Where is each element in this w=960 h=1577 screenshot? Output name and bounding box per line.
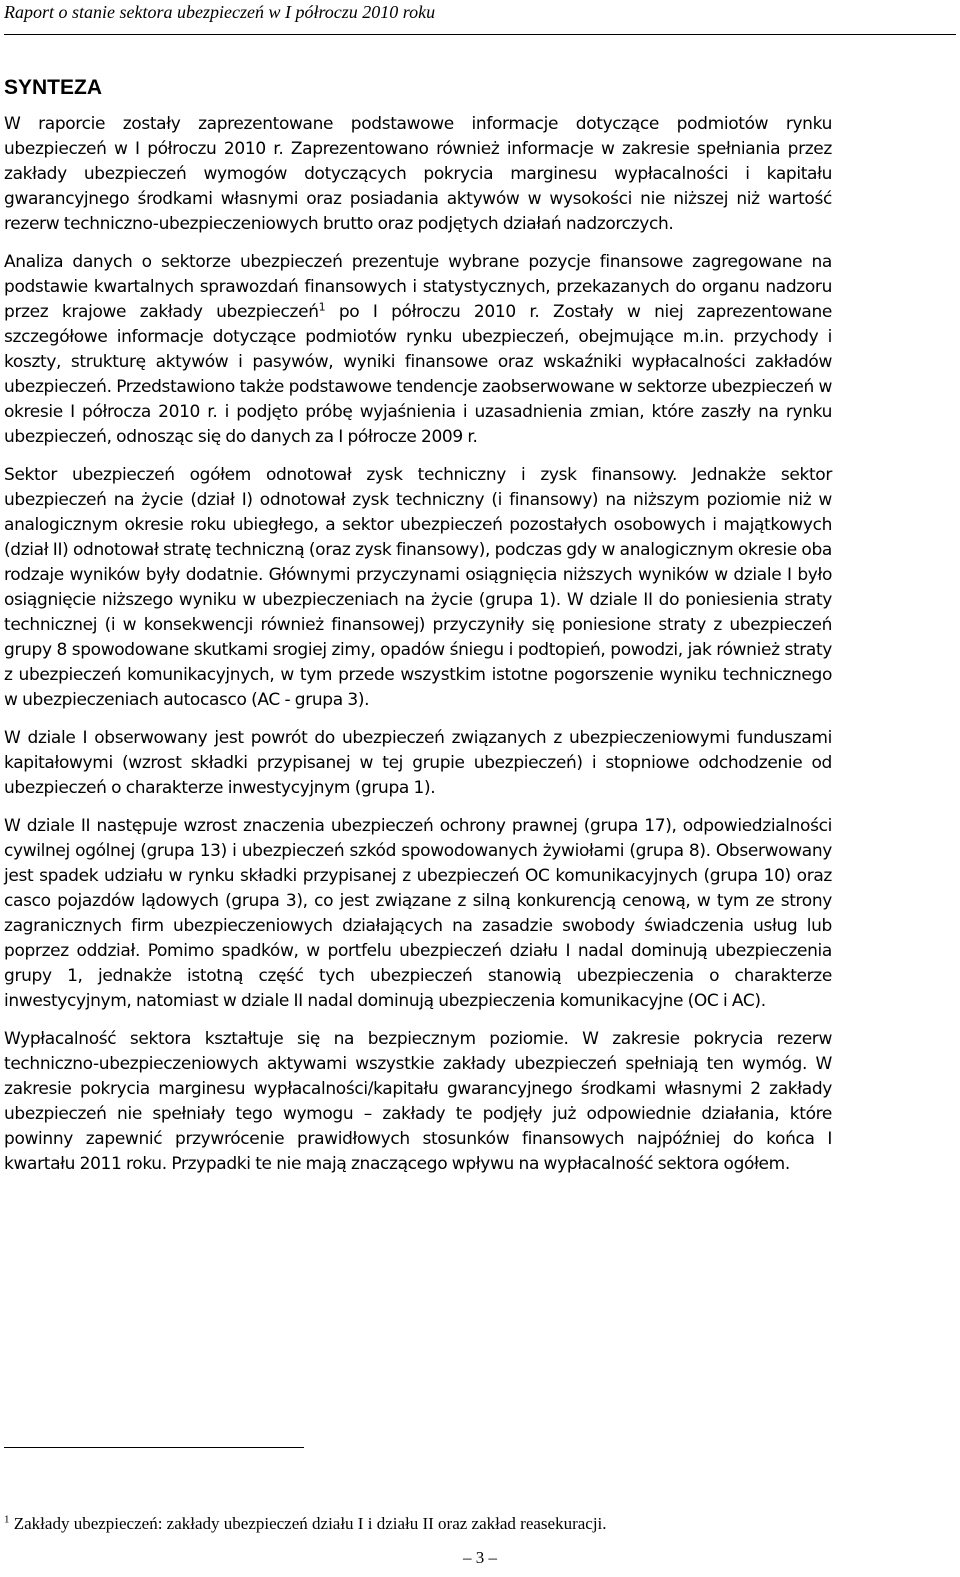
running-header — [4, 0, 956, 35]
footnote-marker: 1 — [4, 1513, 10, 1526]
paragraph-intro: W raporcie zostały zaprezentowane podstawowe informacje dotyczące podmiotów rynku ubezpieczeń w I półroczu 2010 r. Zaprezentowano również informacje w zakresie spełniania przez zakłady ubezpieczeń wymogów dotyczących pokrycia marginesu wypłacalności i kapitału gwarancyjnego środkami własnymi oraz posiadania aktywów w wysokości nie niższej niż wartość rezerw techniczno-ubezpieczeniowych brutto oraz podjętych działań nadzorczych. — [4, 114, 832, 234]
footnote-reference: 1 — [318, 300, 326, 314]
footnote-text: Zakłady ubezpieczeń: zakłady ubezpieczeń działu I i działu II oraz zakład reasekuracji. — [9, 1514, 607, 1533]
paragraph-division-two: W dziale II następuje wzrost znaczenia ubezpieczeń ochrony prawnej (grupa 17), odpowiedzialności cywilnej ogólnej (grupa 13) i ubezpieczeń szkód spowodowanych żywiołami (grupa 8). Obserwowany jest spadek udziału w rynku składki przypisanej z ubezpieczeń OC komunikacyjnych (grupa 10) oraz casco pojazdów lądowych (grupa 3), co jest związane z silną konkurencją cenową, w tym ze strony zagranicznych firm ubezpieczeniowych działających na zasadzie swobody świadczenia usług lub poprzez oddział. Pomimo spadków, w portfelu ubezpieczeń działu I nadal dominują ubezpieczenia grupy 1, jednakże istotną część tych ubezpieczeń stanowią ubezpieczenia o charakterze inwestycyjnym, natomiast w dziale II nadal dominują ubezpieczenia komunikacyjne (OC i AC). — [4, 816, 832, 1011]
footnote-separator — [4, 1447, 304, 1448]
page-number: – 3 – — [463, 1548, 497, 1567]
paragraph-results: Sektor ubezpieczeń ogółem odnotował zysk techniczny i zysk finansowy. Jednakże sektor ubezpieczeń na życie (dział I) odnotował zysk techniczny (i finansowy) na niższym poziomie niż w analogicznym okresie roku ubiegłego, a sektor ubezpieczeń pozostałych osobowych i majątkowych (dział II) odnotował stratę techniczną (oraz zysk finansowy), podczas gdy w analogicznym okresie oba rodzaje wyników były dodatnie. Głównymi przyczynami osiągnięcia niższych wyników w dziale I było osiągnięcie niższego wyniku w ubezpieczeniach na życie (grupa 1). W dziale II do poniesienia straty technicznej (i w konsekwencji również finansowej) przyczyniły się poniesione straty z ubezpieczeń grupy 8 spowodowane skutkami srogiej zimy, opadów śniegu i podtopień, powodzi, jak również straty z ubezpieczeń komunikacyjnych, w tym przede wszystkim istotne pogorszenie wyniku technicznego w ubezpieczeniach autocasco (AC - grupa 3). — [4, 465, 832, 710]
paragraph-analysis-text-b: po I półroczu 2010 r. Zostały w niej zaprezentowane szczegółowe informacje dotyczące podmiotów rynku ubezpieczeń, obejmujące m.in. przychody i koszty, strukturę aktywów i pasywów, wyniki finansowe oraz wskaźniki wypłacalności zakładów ubezpieczeń. Przedstawiono także podstawowe tendencje zaobserwowane w sektorze ubezpieczeń w okresie I półrocza 2010 r. i podjęto próbę wyjaśnienia i uzasadnienia zmian, które zaszły na rynku ubezpieczeń, odnosząc się do danych za I półrocze 2009 r. — [4, 302, 832, 447]
document-body — [4, 74, 832, 1190]
paragraph-analysis — [4, 250, 832, 450]
running-title: Raport o stanie sektora ubezpieczeń w I półroczu 2010 roku — [4, 2, 436, 22]
paragraph-analysis-text-a: Analiza danych o sektorze ubezpieczeń prezentuje wybrane pozycje finansowe zagregowane na podstawie kwartalnych sprawozdań finansowych i statystycznych, przekazanych do organu nadzoru przez krajowe zakłady ubezpieczeń — [4, 252, 832, 322]
paragraph-division-one: W dziale I obserwowany jest powrót do ubezpieczeń związanych z ubezpieczeniowymi funduszami kapitałowymi (wzrost składki przypisanej w tej grupie ubezpieczeń) i stopniowe odchodzenie od ubezpieczeń o charakterze inwestycyjnym (grupa 1). — [4, 728, 832, 798]
footnote — [4, 1513, 607, 1535]
paragraph-solvency: Wypłacalność sektora kształtuje się na bezpiecznym poziomie. W zakresie pokrycia rezerw techniczno-ubezpieczeniowych aktywami wszystkie zakłady ubezpieczeń spełniają ten wymóg. W zakresie pokrycia marginesu wypłacalności/kapitału gwarancyjnego środkami własnymi 2 zakłady ubezpieczeń nie spełniały tego wymogu – zakłady te podjęły już odpowiednie działania, które powinny zapewnić przywrócenie prawidłowych stosunków finansowych najpóźniej do końca I kwartału 2011 roku. Przypadki te nie mają znaczącego wpływu na wypłacalność sektora ogółem. — [4, 1029, 832, 1174]
section-title: SYNTEZA — [4, 76, 103, 99]
